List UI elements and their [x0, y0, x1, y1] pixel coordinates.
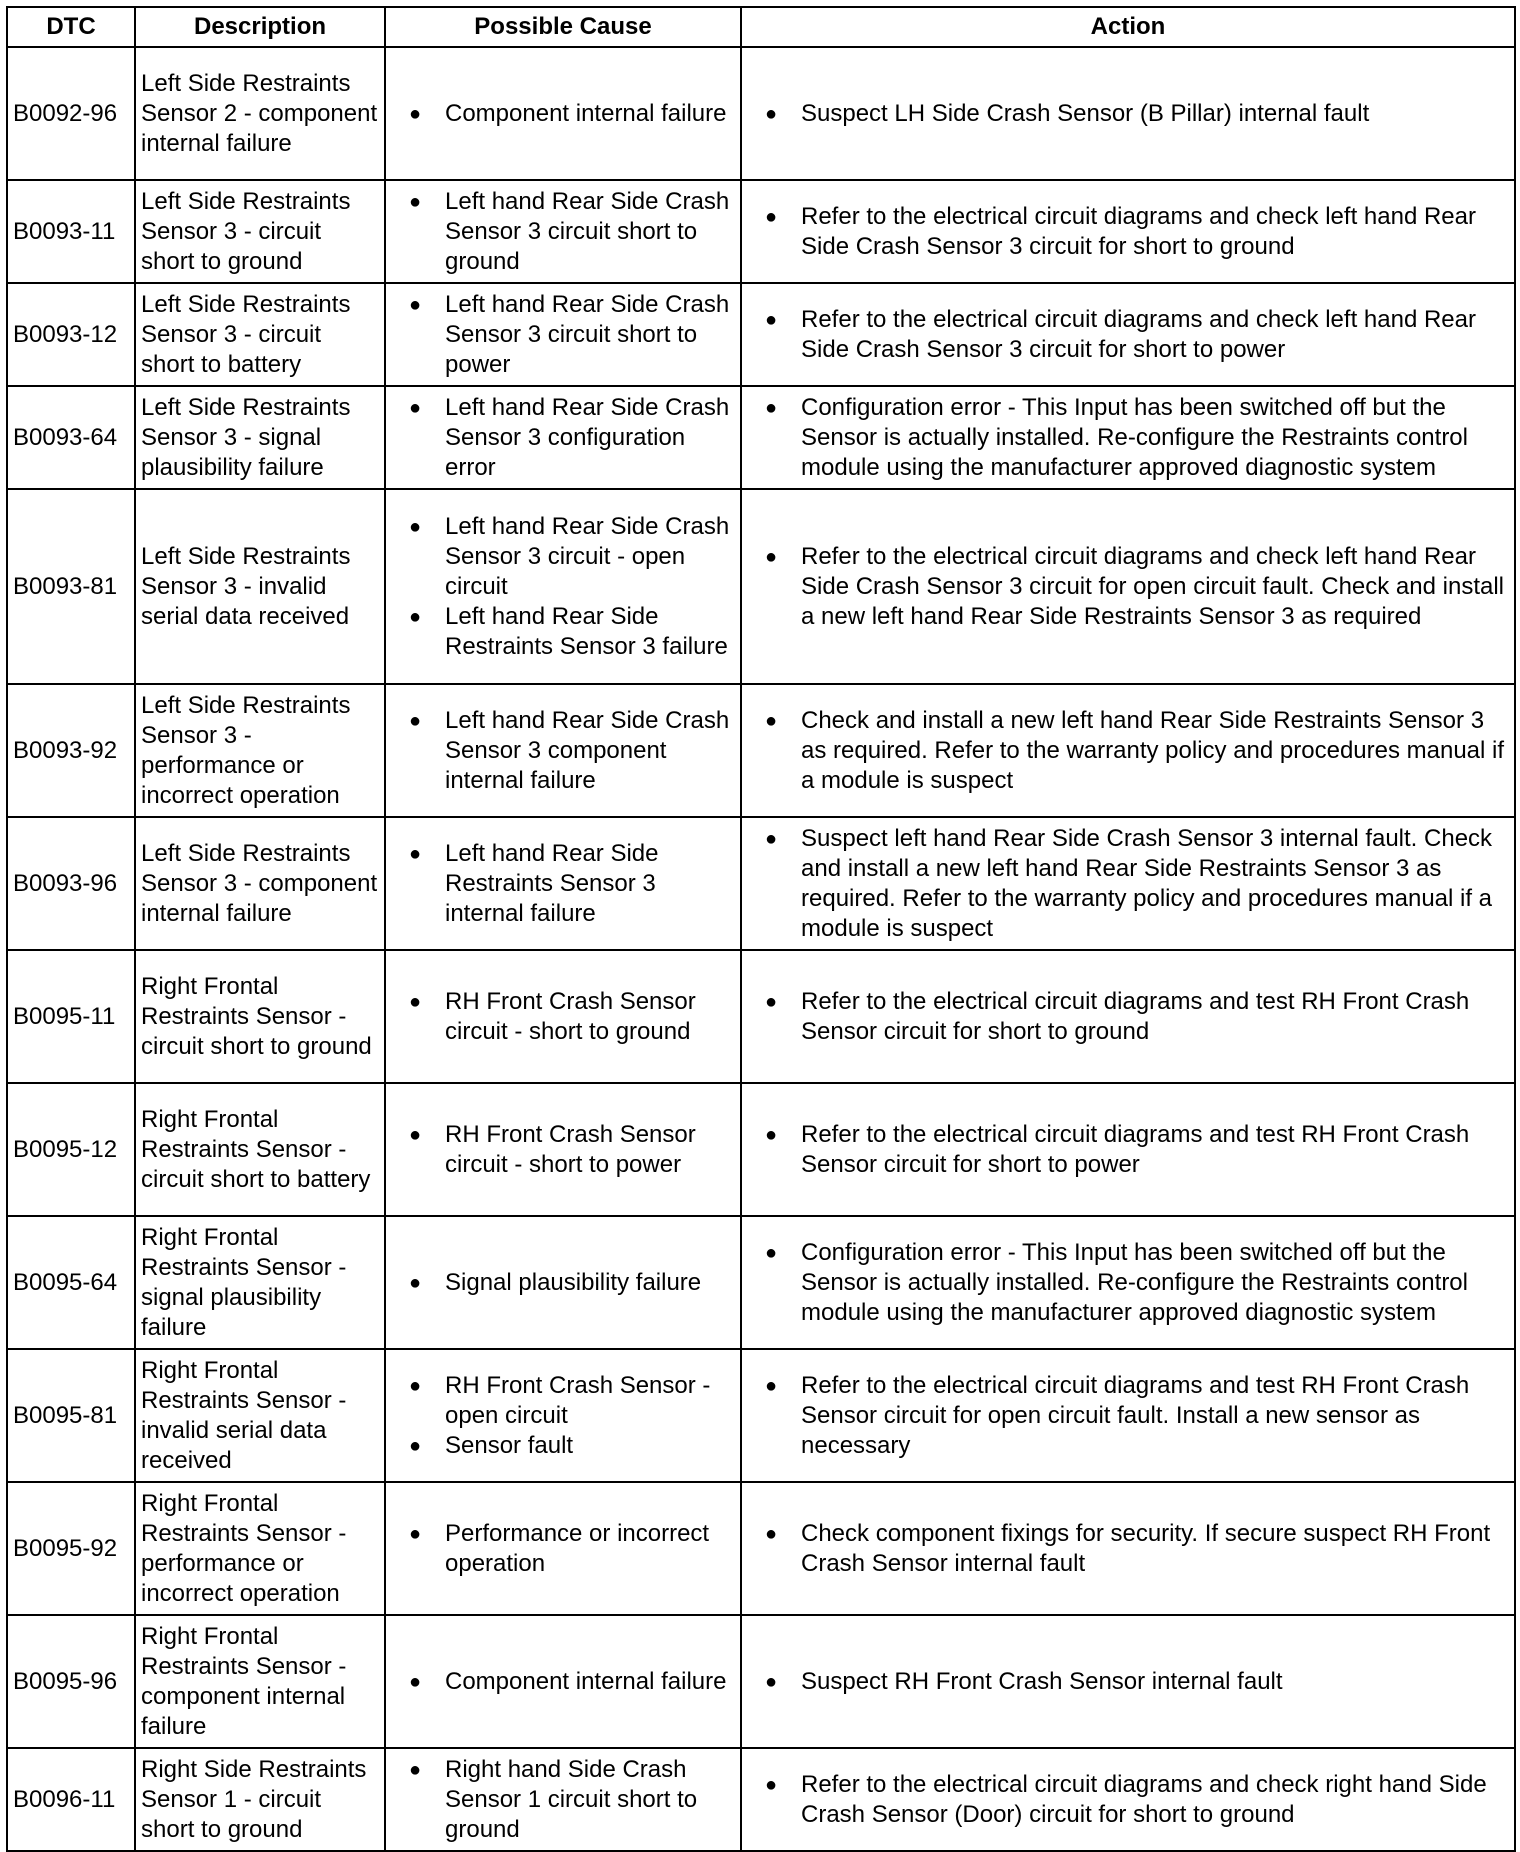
list-item: ● RH Front Crash Sensor circuit - short to power: [445, 1120, 735, 1180]
causes-list: [391, 706, 735, 796]
dtc-code: B0095-64: [7, 1216, 135, 1349]
table-row: [7, 47, 1515, 180]
list-item: ● Signal plausibility failure: [445, 1268, 735, 1298]
action: [741, 950, 1515, 1083]
description: Right Frontal Restraints Sensor - signal plausibility failure: [135, 1216, 385, 1349]
list-item: ● Refer to the electrical circuit diagrams and test RH Front Crash Sensor circuit for open circuit fault. Install a new sensor as necessary: [801, 1371, 1509, 1461]
list-item: ● Check and install a new left hand Rear Side Restraints Sensor 3 as required. Refer to the warranty policy and procedures manual if a module is suspect: [801, 706, 1509, 796]
actions-list: [747, 706, 1509, 796]
causes-list: [391, 393, 735, 483]
description: Left Side Restraints Sensor 3 - invalid serial data received: [135, 489, 385, 684]
possible-cause: [385, 1748, 741, 1851]
actions-list: [747, 305, 1509, 365]
table-row: [7, 817, 1515, 950]
action: [741, 1748, 1515, 1851]
list-item: ● Configuration error - This Input has been switched off but the Sensor is actually installed. Re-configure the Restraints control module using the manufacturer approved diagnostic system: [801, 393, 1509, 483]
list-item: ● Refer to the electrical circuit diagrams and check right hand Side Crash Sensor (Door) circuit for short to ground: [801, 1770, 1509, 1830]
possible-cause: [385, 950, 741, 1083]
possible-cause: [385, 489, 741, 684]
action: [741, 47, 1515, 180]
dtc-code: B0096-11: [7, 1748, 135, 1851]
table-row: [7, 489, 1515, 684]
causes-list: [391, 1667, 735, 1697]
description: Right Side Restraints Sensor 1 - circuit short to ground: [135, 1748, 385, 1851]
dtc-code: B0095-11: [7, 950, 135, 1083]
list-item: ● Left hand Rear Side Crash Sensor 3 circuit - open circuit: [445, 512, 735, 602]
description: Left Side Restraints Sensor 3 - circuit short to ground: [135, 180, 385, 283]
list-item: ● Check component fixings for security. If secure suspect RH Front Crash Sensor internal fault: [801, 1519, 1509, 1579]
list-item: ● Refer to the electrical circuit diagrams and test RH Front Crash Sensor circuit for short to ground: [801, 987, 1509, 1047]
description: Left Side Restraints Sensor 3 - circuit short to battery: [135, 283, 385, 386]
possible-cause: [385, 180, 741, 283]
list-item: ● RH Front Crash Sensor circuit - short to ground: [445, 987, 735, 1047]
actions-list: [747, 1371, 1509, 1461]
actions-list: [747, 99, 1509, 129]
action: [741, 817, 1515, 950]
actions-list: [747, 1667, 1509, 1697]
possible-cause: [385, 47, 741, 180]
list-item: ● Right hand Side Crash Sensor 1 circuit short to ground: [445, 1755, 735, 1845]
actions-list: [747, 393, 1509, 483]
dtc-code: B0093-81: [7, 489, 135, 684]
possible-cause: [385, 283, 741, 386]
action: [741, 684, 1515, 817]
list-item: ● Suspect left hand Rear Side Crash Sensor 3 internal fault. Check and install a new left hand Rear Side Restraints Sensor 3 as required. Refer to the warranty policy and procedures manual if a module is suspect: [801, 824, 1509, 944]
list-item: ● Component internal failure: [445, 99, 735, 129]
possible-cause: [385, 1216, 741, 1349]
table-row: [7, 1216, 1515, 1349]
list-item: ● Left hand Rear Side Crash Sensor 3 circuit short to power: [445, 290, 735, 380]
dtc-code: B0095-12: [7, 1083, 135, 1216]
list-item: ● Left hand Rear Side Restraints Sensor 3 internal failure: [445, 839, 735, 929]
causes-list: [391, 1755, 735, 1845]
action: [741, 1349, 1515, 1482]
actions-list: [747, 1519, 1509, 1579]
dtc-code: B0095-96: [7, 1615, 135, 1748]
action: [741, 1216, 1515, 1349]
actions-list: [747, 1120, 1509, 1180]
list-item: ● Suspect RH Front Crash Sensor internal fault: [801, 1667, 1509, 1697]
possible-cause: [385, 1083, 741, 1216]
action: [741, 489, 1515, 684]
description: Left Side Restraints Sensor 2 - component internal failure: [135, 47, 385, 180]
dtc-code: B0093-64: [7, 386, 135, 489]
causes-list: [391, 99, 735, 129]
causes-list: [391, 187, 735, 277]
table-row: [7, 1349, 1515, 1482]
description: Left Side Restraints Sensor 3 - performance or incorrect operation: [135, 684, 385, 817]
causes-list: [391, 1519, 735, 1579]
list-item: ● Refer to the electrical circuit diagrams and test RH Front Crash Sensor circuit for short to power: [801, 1120, 1509, 1180]
description: Right Frontal Restraints Sensor - circuit short to ground: [135, 950, 385, 1083]
dtc-code: B0093-96: [7, 817, 135, 950]
description: Left Side Restraints Sensor 3 - signal plausibility failure: [135, 386, 385, 489]
action: [741, 1083, 1515, 1216]
header-possible-cause: Possible Cause: [385, 7, 741, 47]
table-row: [7, 1482, 1515, 1615]
table-row: [7, 950, 1515, 1083]
dtc-code: B0095-92: [7, 1482, 135, 1615]
possible-cause: [385, 386, 741, 489]
list-item: ● RH Front Crash Sensor - open circuit: [445, 1371, 735, 1431]
action: [741, 1615, 1515, 1748]
table-row: [7, 1615, 1515, 1748]
causes-list: [391, 839, 735, 929]
causes-list: [391, 1371, 735, 1461]
list-item: ● Configuration error - This Input has been switched off but the Sensor is actually installed. Re-configure the Restraints control module using the manufacturer approved diagnostic system: [801, 1238, 1509, 1328]
header-row: [7, 7, 1515, 47]
description: Right Frontal Restraints Sensor - performance or incorrect operation: [135, 1482, 385, 1615]
list-item: ● Sensor fault: [445, 1431, 735, 1461]
list-item: ● Component internal failure: [445, 1667, 735, 1697]
description: Left Side Restraints Sensor 3 - component internal failure: [135, 817, 385, 950]
dtc-table: [6, 6, 1516, 1852]
actions-list: [747, 987, 1509, 1047]
description: Right Frontal Restraints Sensor - circuit short to battery: [135, 1083, 385, 1216]
action: [741, 283, 1515, 386]
actions-list: [747, 1770, 1509, 1830]
list-item: ● Refer to the electrical circuit diagrams and check left hand Rear Side Crash Sensor 3 circuit for short to power: [801, 305, 1509, 365]
list-item: ● Refer to the electrical circuit diagrams and check left hand Rear Side Crash Sensor 3 circuit for short to ground: [801, 202, 1509, 262]
description: Right Frontal Restraints Sensor - invalid serial data received: [135, 1349, 385, 1482]
causes-list: [391, 1120, 735, 1180]
table-row: [7, 180, 1515, 283]
dtc-code: B0093-11: [7, 180, 135, 283]
dtc-code: B0092-96: [7, 47, 135, 180]
causes-list: [391, 290, 735, 380]
action: [741, 1482, 1515, 1615]
table-row: [7, 1083, 1515, 1216]
table-row: [7, 386, 1515, 489]
dtc-code: B0093-12: [7, 283, 135, 386]
actions-list: [747, 1238, 1509, 1328]
list-item: ● Left hand Rear Side Restraints Sensor 3 failure: [445, 602, 735, 662]
list-item: ● Suspect LH Side Crash Sensor (B Pillar) internal fault: [801, 99, 1509, 129]
dtc-code: B0095-81: [7, 1349, 135, 1482]
causes-list: [391, 1268, 735, 1298]
causes-list: [391, 512, 735, 662]
table-row: [7, 283, 1515, 386]
actions-list: [747, 824, 1509, 944]
possible-cause: [385, 1615, 741, 1748]
possible-cause: [385, 1482, 741, 1615]
list-item: ● Performance or incorrect operation: [445, 1519, 735, 1579]
possible-cause: [385, 1349, 741, 1482]
actions-list: [747, 542, 1509, 632]
list-item: ● Left hand Rear Side Crash Sensor 3 component internal failure: [445, 706, 735, 796]
causes-list: [391, 987, 735, 1047]
action: [741, 180, 1515, 283]
table-row: [7, 1748, 1515, 1851]
list-item: ● Left hand Rear Side Crash Sensor 3 circuit short to ground: [445, 187, 735, 277]
list-item: ● Refer to the electrical circuit diagrams and check left hand Rear Side Crash Sensor 3 circuit for open circuit fault. Check and install a new left hand Rear Side Restraints Sensor 3 as required: [801, 542, 1509, 632]
dtc-code: B0093-92: [7, 684, 135, 817]
actions-list: [747, 202, 1509, 262]
header-description: Description: [135, 7, 385, 47]
description: Right Frontal Restraints Sensor - component internal failure: [135, 1615, 385, 1748]
list-item: ● Left hand Rear Side Crash Sensor 3 configuration error: [445, 393, 735, 483]
possible-cause: [385, 684, 741, 817]
action: [741, 386, 1515, 489]
header-dtc: DTC: [7, 7, 135, 47]
header-action: Action: [741, 7, 1515, 47]
table-row: [7, 684, 1515, 817]
possible-cause: [385, 817, 741, 950]
